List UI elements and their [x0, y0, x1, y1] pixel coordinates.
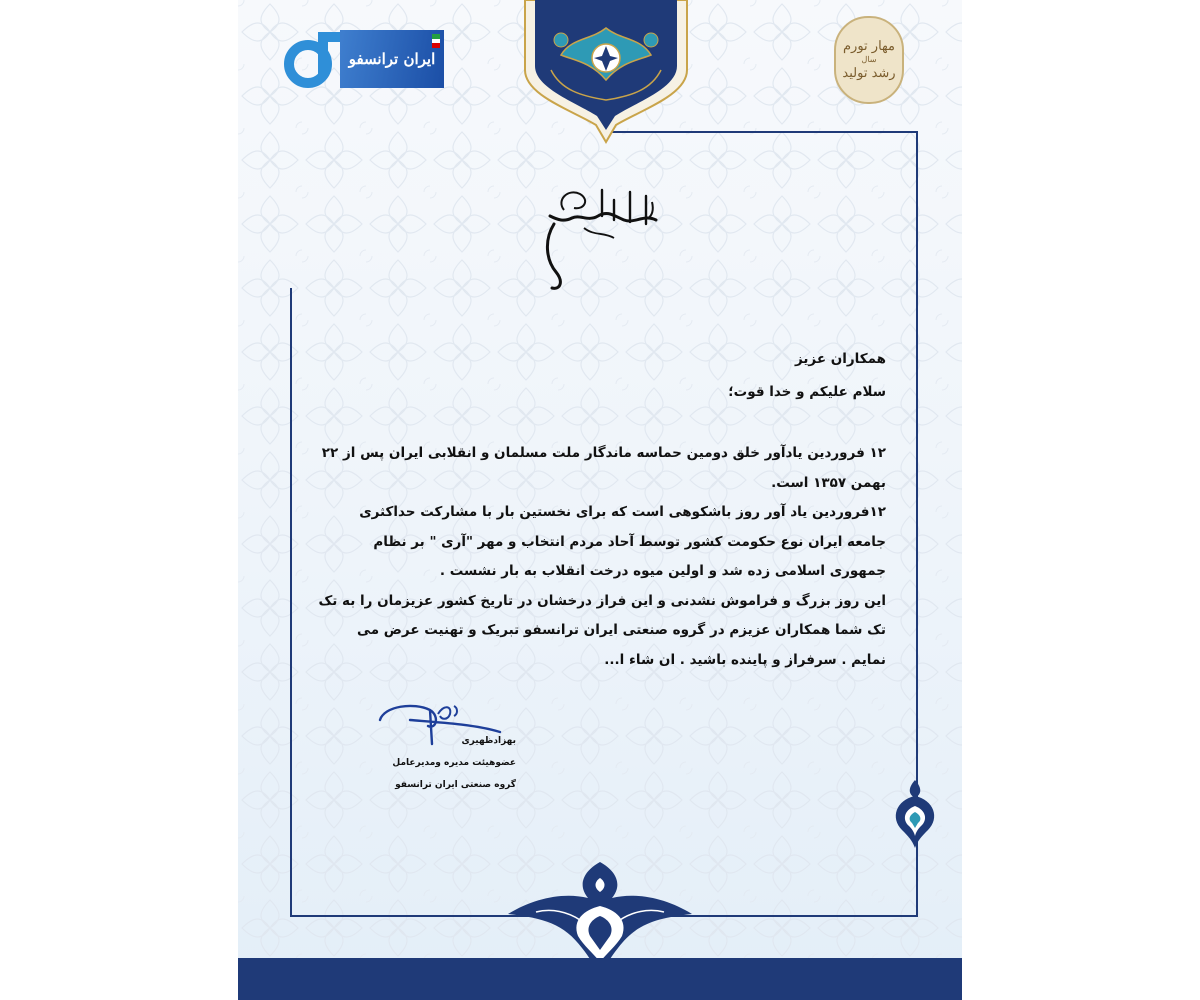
signer-title: عضوهیئت مدیره ومدیرعامل [392, 758, 516, 768]
iran-flag-icon [432, 34, 440, 48]
paragraph-1: ۱۲ فروردین یادآور خلق دومین حماسه ماندگار ملت مسلمان و انقلابی ایران پس از ۲۲ بهمن ۱۳۵۷ است. [321, 445, 886, 491]
side-arabesque-ornament [888, 778, 942, 850]
paragraph-3: این روز بزرگ و فراموش نشدنی و این فراز درخشان در تاریخ کشور عزیزمان را به تک تک شما همکاران عزیزم در گروه صنعتی ایران ترانسفو تبریک و تهنیت عرض می نمایم . سرفراز و پاینده باشید . ان شاء ا... [318, 592, 886, 668]
greeting-line-1: همکاران عزیز [794, 351, 886, 367]
logo-banner [340, 30, 444, 88]
greeting-line-2: سلام علیکم و خدا قوت؛ [728, 384, 886, 400]
signer-organization: گروه صنعتی ایران ترانسفو [395, 780, 516, 790]
slogan-line-3: رشد تولید [842, 66, 896, 81]
company-logo [280, 28, 446, 90]
paragraph-2: ۱۲فروردین یاد آور روز باشکوهی است که برای نخستین بار با مشارکت حداکثری جامعه ایران نوع حکومت کشور توسط آحاد مردم انتخاب و مهر "آری " بر نظام جمهوری اسلامی زده شد و اولین میوه درخت انقلاب به بار نشست . [359, 504, 886, 579]
letter-page [238, 0, 962, 1000]
signer-name: بهزادظهیری [461, 736, 516, 746]
bottom-band [238, 958, 962, 1000]
transfo-d-logo-icon [280, 28, 342, 90]
letter-body [318, 343, 886, 675]
slogan-seal [834, 16, 904, 104]
bismillah-calligraphy [534, 180, 664, 292]
top-arabesque-ornament [521, 0, 691, 145]
slogan-line-1: مهار تورم [843, 39, 895, 54]
logo-banner-text: ایران ترانسفو [348, 50, 436, 68]
signature-block [374, 700, 516, 800]
slogan-line-2: سال [861, 55, 877, 64]
